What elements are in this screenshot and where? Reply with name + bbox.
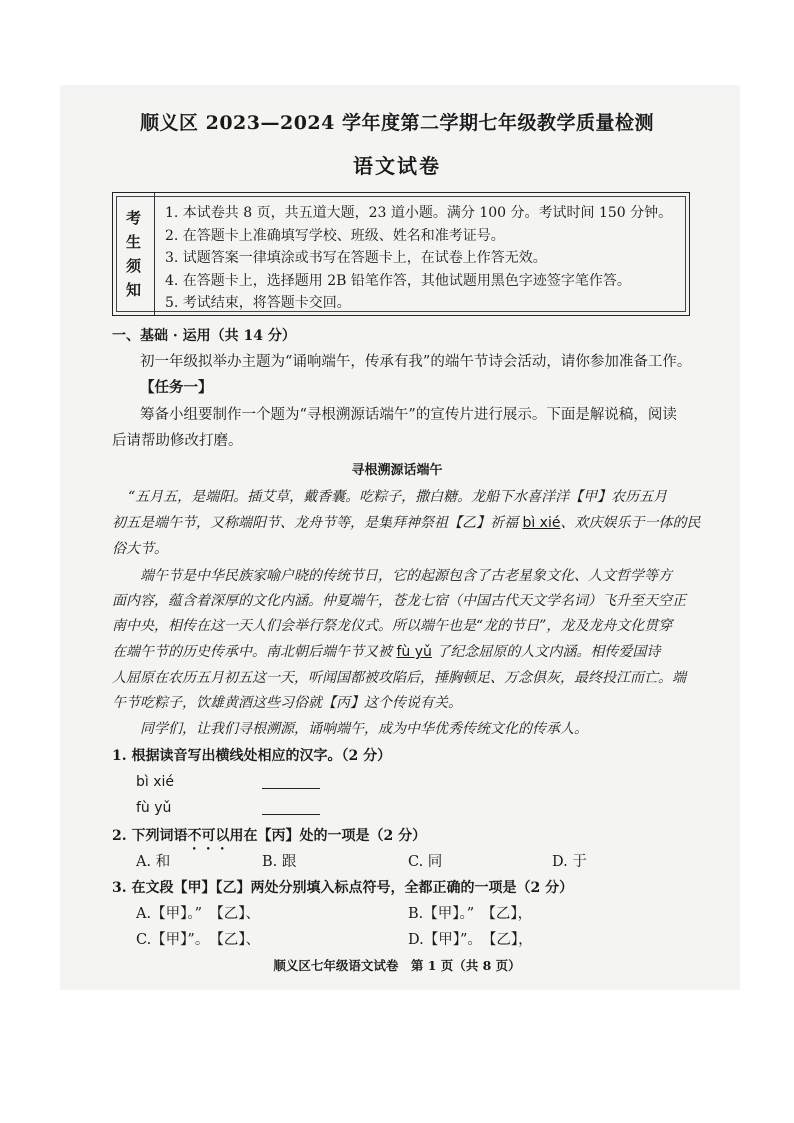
passage-text: 、欢庆娱乐于一体的民 <box>560 515 701 531</box>
passage-line: 俗大节。 <box>112 541 168 557</box>
answer-blank[interactable] <box>262 800 320 819</box>
passage-text: 初五是端午节，又称端阳节、龙舟节等，是集拜神祭祖【乙】祈福 <box>112 515 523 531</box>
pinyin-prompt: bì xié <box>136 774 175 790</box>
option-d[interactable]: D.【甲】”。 【乙】， <box>408 932 533 948</box>
pinyin-underline: bì xié <box>522 515 561 531</box>
pinyin-prompt: fù yǔ <box>136 800 172 816</box>
passage-line: 面内容，蕴含着深厚的文化内涵。仲夏端午，苍龙七宿（中国古代天文学名词）飞升至天空正 <box>112 593 686 609</box>
passage-line: “五月五，是端阳。插艾草，戴香囊。吃粽子，撒白糖。龙船下水喜洋洋【甲】农历五月 <box>128 489 668 505</box>
question-2 <box>112 826 426 853</box>
emphasized-text: 不可以 <box>187 828 230 844</box>
notice-item: 5. 考试结束，将答题卡交回。 <box>165 295 351 311</box>
option-c[interactable]: C.【甲】”。 【乙】、 <box>136 932 261 948</box>
notice-item: 3. 试题答案一律填涂或书写在答题卡上，在试卷上作答无效。 <box>165 250 547 266</box>
question-3: 3. 在文段【甲】【乙】两处分别填入标点符号，全都正确的一项是（2 分） <box>112 880 574 896</box>
notice-label <box>113 193 155 315</box>
passage-title: 寻根溯源话端午 <box>351 463 443 478</box>
notice-item: 1. 本试卷共 8 页，共五道大题，23 道小题。满分 100 分。考试时间 150 分钟。 <box>165 205 673 221</box>
notice-label-char: 知 <box>125 281 141 299</box>
task-label: 【任务一】 <box>140 379 213 396</box>
pinyin-underline: fù yǔ <box>396 644 432 660</box>
option-d[interactable]: D. 于 <box>552 854 587 870</box>
option-a[interactable]: A. 和 <box>136 854 171 870</box>
page-footer: 顺义区七年级语文试卷 第 1 页（共 8 页） <box>273 958 521 973</box>
passage-text: 在端午节的历史传承中。南北朝后端午节又被 <box>112 644 397 660</box>
option-b[interactable]: B.【甲】。” 【乙】， <box>408 906 533 922</box>
passage-line: 人屈原在农历五月初五这一天，听闻国都被攻陷后，捶胸顿足、万念俱灰，最终投江而亡。端 <box>112 670 686 686</box>
task-instruction: 后请帮助修改打磨。 <box>112 433 243 449</box>
notice-item: 4. 在答题卡上，选择题用 2B 铅笔作答，其他试题用黑色字迹签字笔作答。 <box>165 272 631 289</box>
notice-item: 2. 在答题卡上准确填写学校、班级、姓名和准考证号。 <box>165 227 505 244</box>
question-text: 用在【丙】处的一项是（2 分） <box>229 828 427 844</box>
question-text: 2. 下列词语 <box>112 828 188 844</box>
exam-title: 顺义区 2023—2024 学年度第二学期七年级教学质量检测 <box>140 112 654 134</box>
passage-text: 了纪念屈原的人文内涵。相传爱国诗 <box>431 644 661 660</box>
answer-blank[interactable] <box>262 774 320 793</box>
question-1: 1. 根据读音写出横线处相应的汉字。（2 分） <box>112 748 392 764</box>
passage-line <box>112 641 660 661</box>
section-heading: 一、基础 · 运用（共 14 分） <box>112 328 296 344</box>
passage-line: 午节吃粽子，饮雄黄酒这些习俗就【丙】这个传说有关。 <box>112 695 462 711</box>
passage-line: 端午节是中华民族家喻户晓的传统节日，它的起源包含了古老星象文化、人文哲学等方 <box>140 568 672 584</box>
option-b[interactable]: B. 跟 <box>262 854 297 870</box>
exam-subtitle: 语文试卷 <box>353 154 441 178</box>
notice-label-char: 生 <box>125 233 141 251</box>
passage-line: 南中央，相传在这一天人们会举行祭龙仪式。所以端午也是“龙的节日”，龙及龙舟文化贯穿 <box>112 618 673 634</box>
passage-line: 同学们，让我们寻根溯源，诵响端午，成为中华优秀传统文化的传承人。 <box>140 721 588 737</box>
notice-label-char: 考 <box>125 209 141 227</box>
passage-line <box>112 512 700 532</box>
option-a[interactable]: A.【甲】。” 【乙】、 <box>136 906 260 922</box>
option-c[interactable]: C. 同 <box>408 854 443 870</box>
candidate-notice-box <box>112 192 690 316</box>
task-instruction: 筹备小组要制作一个题为“寻根溯源话端午”的宣传片进行展示。下面是解说稿，阅读 <box>140 407 677 423</box>
notice-list <box>165 202 672 315</box>
section-intro: 初一年级拟举办主题为“诵响端午，传承有我”的端午节诗会活动，请你参加准备工作。 <box>140 354 692 370</box>
notice-label-char: 须 <box>125 257 141 275</box>
